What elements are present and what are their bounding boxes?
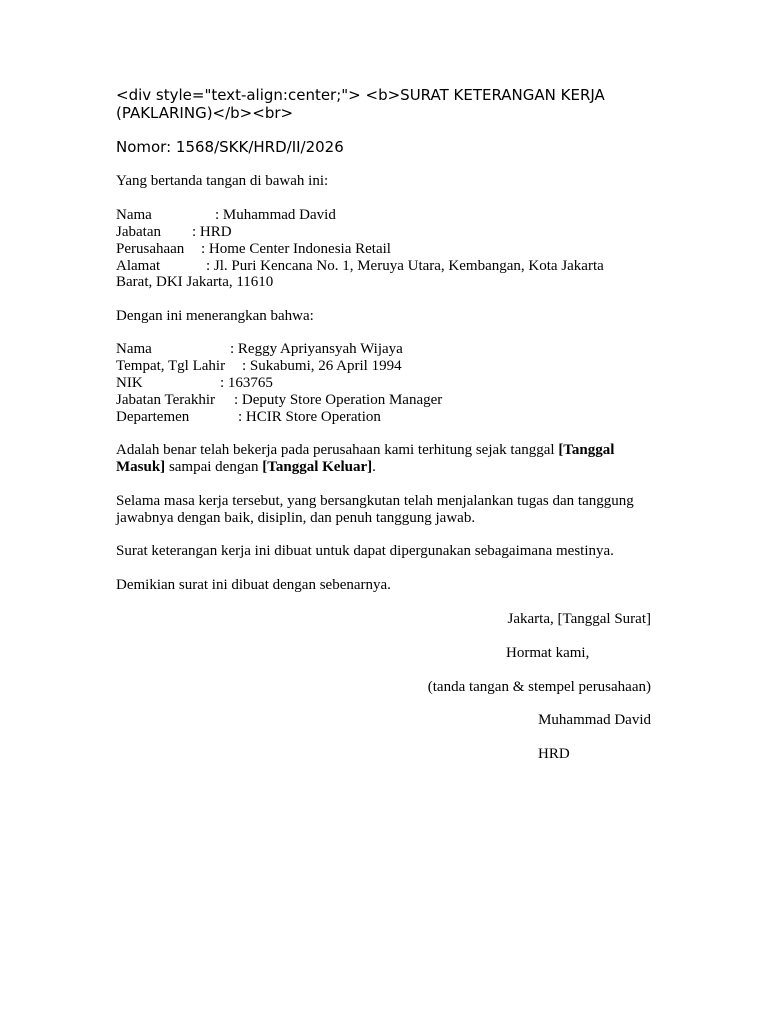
employment-period-line-2 [116,459,376,476]
field-value: : Deputy Store Operation Manager [234,392,443,408]
field-label: Jabatan Terakhir [116,392,216,408]
start-date-placeholder: [Tanggal [558,442,615,458]
field-value: : Muhammad David [215,207,336,223]
period-punctuation: . [372,459,376,475]
employee-department-row [116,409,381,426]
start-date-placeholder-cont: Masuk] [116,459,166,475]
employee-name-row [116,341,403,358]
field-label: NIK [116,375,143,391]
field-value: : Jl. Puri Kencana No. 1, Meruya Utara, Kembangan, Kota Jakarta [206,258,604,274]
closing-greeting: Hormat kami, [506,645,590,661]
employee-birth-row [116,358,402,375]
employment-period-line-1 [116,442,614,459]
field-label: Tempat, Tgl Lahir [116,358,226,374]
place-and-date: Jakarta, [Tanggal Surat] [507,611,651,627]
field-label: Alamat [116,258,161,274]
field-value: : Reggy Apriyansyah Wijaya [230,341,403,357]
field-label: Nama [116,207,152,223]
field-label: Perusahaan [116,241,185,257]
closing-statement: Demikian surat ini dibuat dengan sebenarnya. [116,577,391,593]
signer-name: Muhammad David [538,712,651,728]
field-value: : HRD [192,224,232,240]
employee-nik-row [116,375,273,392]
intro-text: Yang bertanda tangan di bawah ini: [116,173,329,189]
signer-address-continued: Barat, DKI Jakarta, 11610 [116,274,274,290]
signer-title: HRD [538,746,570,762]
field-value: : HCIR Store Operation [238,409,381,425]
signature-note: (tanda tangan & stempel perusahaan) [427,679,651,695]
field-value: : Home Center Indonesia Retail [201,241,391,257]
heading-line-1: <div style="text-align:center;"> <b>SURAT KETERANGAN KERJA [116,86,605,104]
field-value: : Sukabumi, 26 April 1994 [242,358,402,374]
letter-heading [116,86,656,122]
signer-company-row [116,241,391,258]
signer-position-row [116,224,232,241]
heading-line-2: (PAKLARING)</b><br> [116,104,294,122]
letter-number: Nomor: 1568/SKK/HRD/II/2026 [116,138,344,156]
end-date-placeholder: [Tanggal Keluar] [262,459,373,475]
performance-line-1: Selama masa kerja tersebut, yang bersangkutan telah menjalankan tugas dan tanggung [116,493,634,509]
paragraph-text: Adalah benar telah bekerja pada perusahaan kami terhitung sejak tanggal [116,442,559,458]
field-value: : 163765 [220,375,273,391]
signer-name-row [116,207,336,224]
performance-line-2: jawabnya dengan baik, disiplin, dan penuh tanggung jawab. [116,510,476,526]
signer-address-row [116,258,604,275]
field-label: Jabatan [116,224,161,240]
field-label: Nama [116,341,152,357]
purpose-text: Surat keterangan kerja ini dibuat untuk dapat dipergunakan sebagaimana mestinya. [116,543,614,559]
statement-text: Dengan ini menerangkan bahwa: [116,308,314,324]
paragraph-text: sampai dengan [165,459,263,475]
field-label: Departemen [116,409,190,425]
employee-last-position-row [116,392,442,409]
